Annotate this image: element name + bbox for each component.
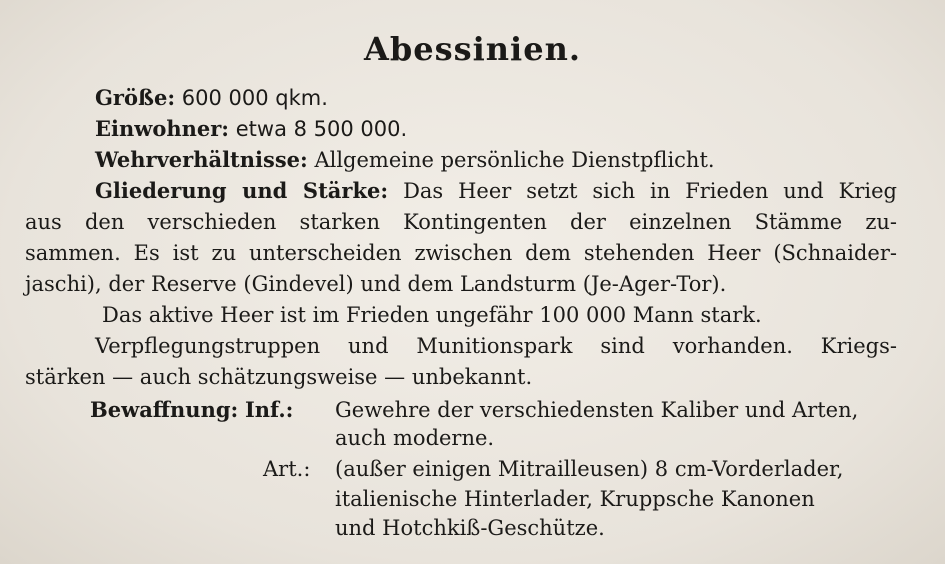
gliederung-line-1 <box>95 177 897 205</box>
einwohner-value: etwa 8 500 000. <box>235 117 408 141</box>
groesse-value: 600 000 qkm. <box>181 86 328 110</box>
page-title: Abessinien. <box>364 30 581 68</box>
inf-text-1: Gewehre der verschiedensten Kaliber und Arten, <box>335 398 859 422</box>
einwohner-label: Einwohner: <box>95 116 230 141</box>
gliederung-line-3: sammen. Es ist zu unterscheiden zwischen dem stehenden Heer (Schnaider- <box>25 241 897 265</box>
gliederung-label: Gliederung und Stärke: <box>95 178 389 203</box>
verpflegung-line-1: Verpflegungstruppen und Munitionspark sind vorhanden. Kriegs- <box>95 334 897 358</box>
art-text-2: italienische Hinterlader, Kruppsche Kanonen <box>335 487 815 511</box>
inf-text-2: auch moderne. <box>335 426 495 450</box>
verpflegung-line-2: stärken — auch schätzungsweise — unbekannt. <box>25 365 533 389</box>
inf-label: Inf.: <box>244 397 294 422</box>
einwohner-line <box>95 115 407 143</box>
art-text-3: und Hotchkiß-Geschütze. <box>335 516 605 540</box>
groesse-label: Größe: <box>95 85 176 110</box>
wehr-label: Wehrverhältnisse: <box>95 147 308 172</box>
art-text-1: (außer einigen Mitrailleusen) 8 cm-Vorderlader, <box>335 457 844 481</box>
gliederung-line-2: aus den verschieden starken Kontingenten der einzelnen Stämme zu- <box>25 210 897 234</box>
gliederung-line-4: jaschi), der Reserve (Gindevel) und dem Landsturm (Je-Ager-Tor). <box>25 272 727 296</box>
art-label: Art.: <box>263 457 311 481</box>
gliederung-text-1: Das Heer setzt sich in Frieden und Krieg <box>403 179 897 203</box>
groesse-line <box>95 84 328 112</box>
bewaffnung-label: Bewaffnung: <box>90 397 239 422</box>
aktiv-line: Das aktive Heer ist im Frieden ungefähr 100 000 Mann stark. <box>102 303 762 327</box>
bewaffnung-line-1 <box>90 396 293 424</box>
wehr-line <box>95 146 715 174</box>
wehr-value: Allgemeine persönliche Dienstpflicht. <box>314 148 715 172</box>
